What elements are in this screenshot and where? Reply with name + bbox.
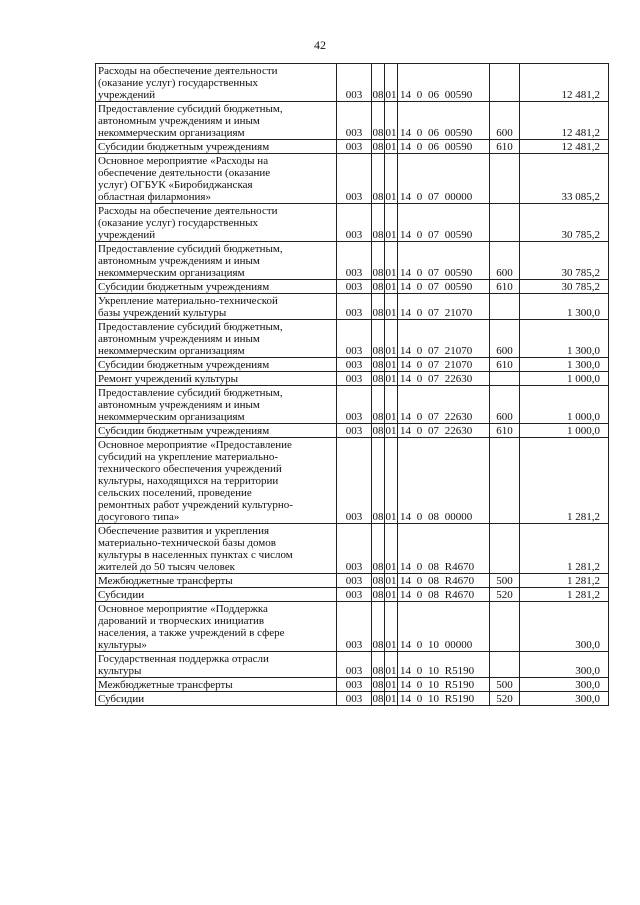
row-name-cell: Предоставление субсидий бюджетным, автономным учреждениям и иным некоммерческим организациям (96, 102, 337, 140)
row-name-cell: Обеспечение развития и укрепления материально-технической базы домов культуры в населенных пунктах с числом жителей до 50 тысяч человек (96, 524, 337, 574)
table-row (96, 438, 609, 524)
row-expense-type-code (490, 602, 520, 652)
row-name-cell: Основное мероприятие «Предоставление субсидий на укрепление материально- технического обеспечения учреждений культуры, находящихся на территории сельских поселений, проведение ремонтных работ учреждений культурно- досугового типа» (96, 438, 337, 524)
table-row (96, 678, 609, 692)
row-name-cell: Межбюджетные трансферты (96, 574, 337, 588)
row-expense-type-code (490, 372, 520, 386)
row-amount: 12 481,2 (520, 64, 609, 102)
row-subsection-code: 01 (385, 320, 398, 358)
row-name-cell: Предоставление субсидий бюджетным, автономным учреждениям и иным некоммерческим организациям (96, 386, 337, 424)
row-subsection-code: 01 (385, 64, 398, 102)
row-expense-type-code (490, 64, 520, 102)
row-amount: 12 481,2 (520, 102, 609, 140)
row-section-code: 08 (372, 373, 384, 385)
row-ministry-code: 003 (337, 358, 372, 372)
row-expense-type-code: 610 (490, 140, 520, 154)
row-name-cell: Укрепление материально-технической базы учреждений культуры (96, 294, 337, 320)
table-row (96, 64, 609, 102)
row-section-code: 08 (372, 359, 384, 371)
row-subsection-code: 01 (385, 141, 397, 153)
row-ministry-code: 003 (337, 204, 372, 242)
row-ministry-code: 003 (337, 372, 372, 386)
row-section-code: 08 (372, 589, 384, 601)
row-subsection-code: 01 (385, 602, 398, 652)
row-target-article-code: 14 0 07 00000 (398, 154, 490, 204)
row-name-cell: Межбюджетные трансферты (96, 678, 337, 692)
row-amount: 1 300,0 (520, 320, 609, 358)
table-row (96, 424, 609, 438)
row-ministry-code: 003 (337, 280, 372, 294)
row-section-code: 08 (372, 294, 385, 320)
row-target-article-code: 14 0 07 22630 (398, 386, 490, 424)
row-section-code: 08 (372, 64, 385, 102)
row-section-code: 08 (372, 242, 385, 280)
row-section-code: 08 (372, 386, 385, 424)
row-name-cell: Предоставление субсидий бюджетным, автономным учреждениям и иным некоммерческим организациям (96, 320, 337, 358)
row-name-cell: Предоставление субсидий бюджетным, автономным учреждениям и иным некоммерческим организациям (96, 242, 337, 280)
row-target-article-code: 14 0 08 R4670 (398, 524, 490, 574)
table-row (96, 154, 609, 204)
row-amount: 30 785,2 (520, 280, 609, 294)
budget-table-body (96, 64, 609, 706)
row-subsection-code: 01 (385, 204, 398, 242)
row-target-article-code: 14 0 10 00000 (398, 602, 490, 652)
row-expense-type-code: 600 (490, 386, 520, 424)
row-ministry-code: 003 (337, 242, 372, 280)
row-name-cell: Субсидии бюджетным учреждениям (96, 358, 337, 372)
row-expense-type-code: 520 (490, 588, 520, 602)
row-target-article-code: 14 0 08 00000 (398, 438, 490, 524)
row-amount: 300,0 (520, 602, 609, 652)
row-expense-type-code (490, 438, 520, 524)
row-expense-type-code: 610 (490, 358, 520, 372)
table-row (96, 204, 609, 242)
row-amount: 30 785,2 (520, 204, 609, 242)
row-subsection-code: 01 (385, 294, 398, 320)
row-ministry-code: 003 (337, 140, 372, 154)
row-subsection-code: 01 (385, 373, 397, 385)
table-row (96, 102, 609, 140)
table-row (96, 372, 609, 386)
row-subsection-code: 01 (385, 652, 398, 678)
row-target-article-code: 14 0 08 R4670 (398, 574, 490, 588)
row-ministry-code: 003 (337, 524, 372, 574)
row-ministry-code: 003 (337, 678, 372, 692)
row-ministry-code: 003 (337, 424, 372, 438)
table-row (96, 588, 609, 602)
row-ministry-code: 003 (337, 602, 372, 652)
row-amount: 300,0 (520, 692, 609, 706)
row-section-code: 08 (372, 425, 384, 437)
table-row (96, 242, 609, 280)
row-expense-type-code: 610 (490, 280, 520, 294)
row-section-code: 08 (372, 679, 384, 691)
row-amount: 1 281,2 (520, 574, 609, 588)
row-expense-type-code: 600 (490, 320, 520, 358)
row-section-code: 08 (372, 320, 385, 358)
page-number: 42 (314, 38, 326, 52)
row-subsection-code: 01 (385, 154, 398, 204)
row-ministry-code: 003 (337, 294, 372, 320)
row-amount: 30 785,2 (520, 242, 609, 280)
row-section-code: 08 (372, 102, 385, 140)
row-name-cell: Основное мероприятие «Расходы на обеспечение деятельности (оказание услуг) ОГБУК «Биробиджанская областная филармония» (96, 154, 337, 204)
row-amount: 1 300,0 (520, 358, 609, 372)
row-target-article-code: 14 0 07 00590 (398, 204, 490, 242)
row-subsection-code: 01 (385, 281, 397, 293)
row-expense-type-code (490, 204, 520, 242)
row-ministry-code: 003 (337, 438, 372, 524)
row-target-article-code: 14 0 08 R4670 (398, 588, 490, 602)
row-amount: 1 000,0 (520, 386, 609, 424)
budget-table (95, 63, 609, 706)
row-expense-type-code: 500 (490, 574, 520, 588)
row-ministry-code: 003 (337, 102, 372, 140)
row-expense-type-code: 500 (490, 678, 520, 692)
row-amount: 33 085,2 (520, 154, 609, 204)
row-target-article-code: 14 0 07 00590 (398, 280, 490, 294)
row-section-code: 08 (372, 281, 384, 293)
row-amount: 1 281,2 (520, 524, 609, 574)
row-target-article-code: 14 0 06 00590 (398, 102, 490, 140)
row-section-code: 08 (372, 154, 385, 204)
row-target-article-code: 14 0 07 22630 (398, 372, 490, 386)
row-expense-type-code: 520 (490, 692, 520, 706)
row-expense-type-code (490, 294, 520, 320)
table-row (96, 320, 609, 358)
row-expense-type-code (490, 652, 520, 678)
row-ministry-code: 003 (337, 64, 372, 102)
row-ministry-code: 003 (337, 320, 372, 358)
row-target-article-code: 14 0 06 00590 (398, 64, 490, 102)
row-ministry-code: 003 (337, 588, 372, 602)
row-expense-type-code (490, 154, 520, 204)
row-target-article-code: 14 0 07 21070 (398, 294, 490, 320)
table-row (96, 602, 609, 652)
row-expense-type-code: 610 (490, 424, 520, 438)
row-amount: 300,0 (520, 678, 609, 692)
row-target-article-code: 14 0 10 R5190 (398, 652, 490, 678)
row-section-code: 08 (372, 652, 385, 678)
row-expense-type-code: 600 (490, 242, 520, 280)
row-name-cell: Субсидии бюджетным учреждениям (96, 280, 337, 294)
table-row (96, 524, 609, 574)
table-row (96, 280, 609, 294)
row-subsection-code: 01 (385, 679, 397, 691)
table-row (96, 140, 609, 154)
row-name-cell: Ремонт учреждений культуры (96, 372, 337, 386)
row-subsection-code: 01 (385, 425, 397, 437)
table-row (96, 692, 609, 706)
row-section-code: 08 (372, 693, 384, 705)
table-row (96, 358, 609, 372)
row-subsection-code: 01 (385, 524, 398, 574)
row-target-article-code: 14 0 10 R5190 (398, 692, 490, 706)
row-subsection-code: 01 (385, 242, 398, 280)
row-section-code: 08 (372, 524, 385, 574)
table-row (96, 386, 609, 424)
table-row (96, 652, 609, 678)
row-expense-type-code: 600 (490, 102, 520, 140)
row-section-code: 08 (372, 141, 384, 153)
row-subsection-code: 01 (385, 693, 397, 705)
row-subsection-code: 01 (385, 386, 398, 424)
row-name-cell: Субсидии (96, 692, 337, 706)
row-name-cell: Расходы на обеспечение деятельности (оказание услуг) государственных учреждений (96, 204, 337, 242)
row-ministry-code: 003 (337, 154, 372, 204)
row-section-code: 08 (372, 438, 385, 524)
row-name-cell: Расходы на обеспечение деятельности (оказание услуг) государственных учреждений (96, 64, 337, 102)
row-name-cell: Субсидии бюджетным учреждениям (96, 140, 337, 154)
row-amount: 1 281,2 (520, 588, 609, 602)
row-section-code: 08 (372, 204, 385, 242)
row-ministry-code: 003 (337, 574, 372, 588)
row-amount: 1 300,0 (520, 294, 609, 320)
row-section-code: 08 (372, 575, 384, 587)
row-amount: 1 000,0 (520, 372, 609, 386)
row-ministry-code: 003 (337, 386, 372, 424)
row-subsection-code: 01 (385, 102, 398, 140)
table-row (96, 294, 609, 320)
row-subsection-code: 01 (385, 589, 397, 601)
row-name-cell: Основное мероприятие «Поддержка дарований и творческих инициатив населения, а также учреждений в сфере культуры» (96, 602, 337, 652)
table-row (96, 574, 609, 588)
row-target-article-code: 14 0 07 00590 (398, 242, 490, 280)
row-target-article-code: 14 0 07 22630 (398, 424, 490, 438)
row-section-code: 08 (372, 602, 385, 652)
row-amount: 1 000,0 (520, 424, 609, 438)
row-name-cell: Субсидии бюджетным учреждениям (96, 424, 337, 438)
row-subsection-code: 01 (385, 575, 397, 587)
row-target-article-code: 14 0 07 21070 (398, 358, 490, 372)
row-amount: 1 281,2 (520, 438, 609, 524)
row-expense-type-code (490, 524, 520, 574)
row-subsection-code: 01 (385, 359, 397, 371)
row-amount: 300,0 (520, 652, 609, 678)
row-target-article-code: 14 0 10 R5190 (398, 678, 490, 692)
row-ministry-code: 003 (337, 652, 372, 678)
row-subsection-code: 01 (385, 438, 398, 524)
row-amount: 12 481,2 (520, 140, 609, 154)
row-name-cell: Субсидии (96, 588, 337, 602)
row-target-article-code: 14 0 06 00590 (398, 140, 490, 154)
row-name-cell: Государственная поддержка отрасли культуры (96, 652, 337, 678)
row-target-article-code: 14 0 07 21070 (398, 320, 490, 358)
row-ministry-code: 003 (337, 692, 372, 706)
